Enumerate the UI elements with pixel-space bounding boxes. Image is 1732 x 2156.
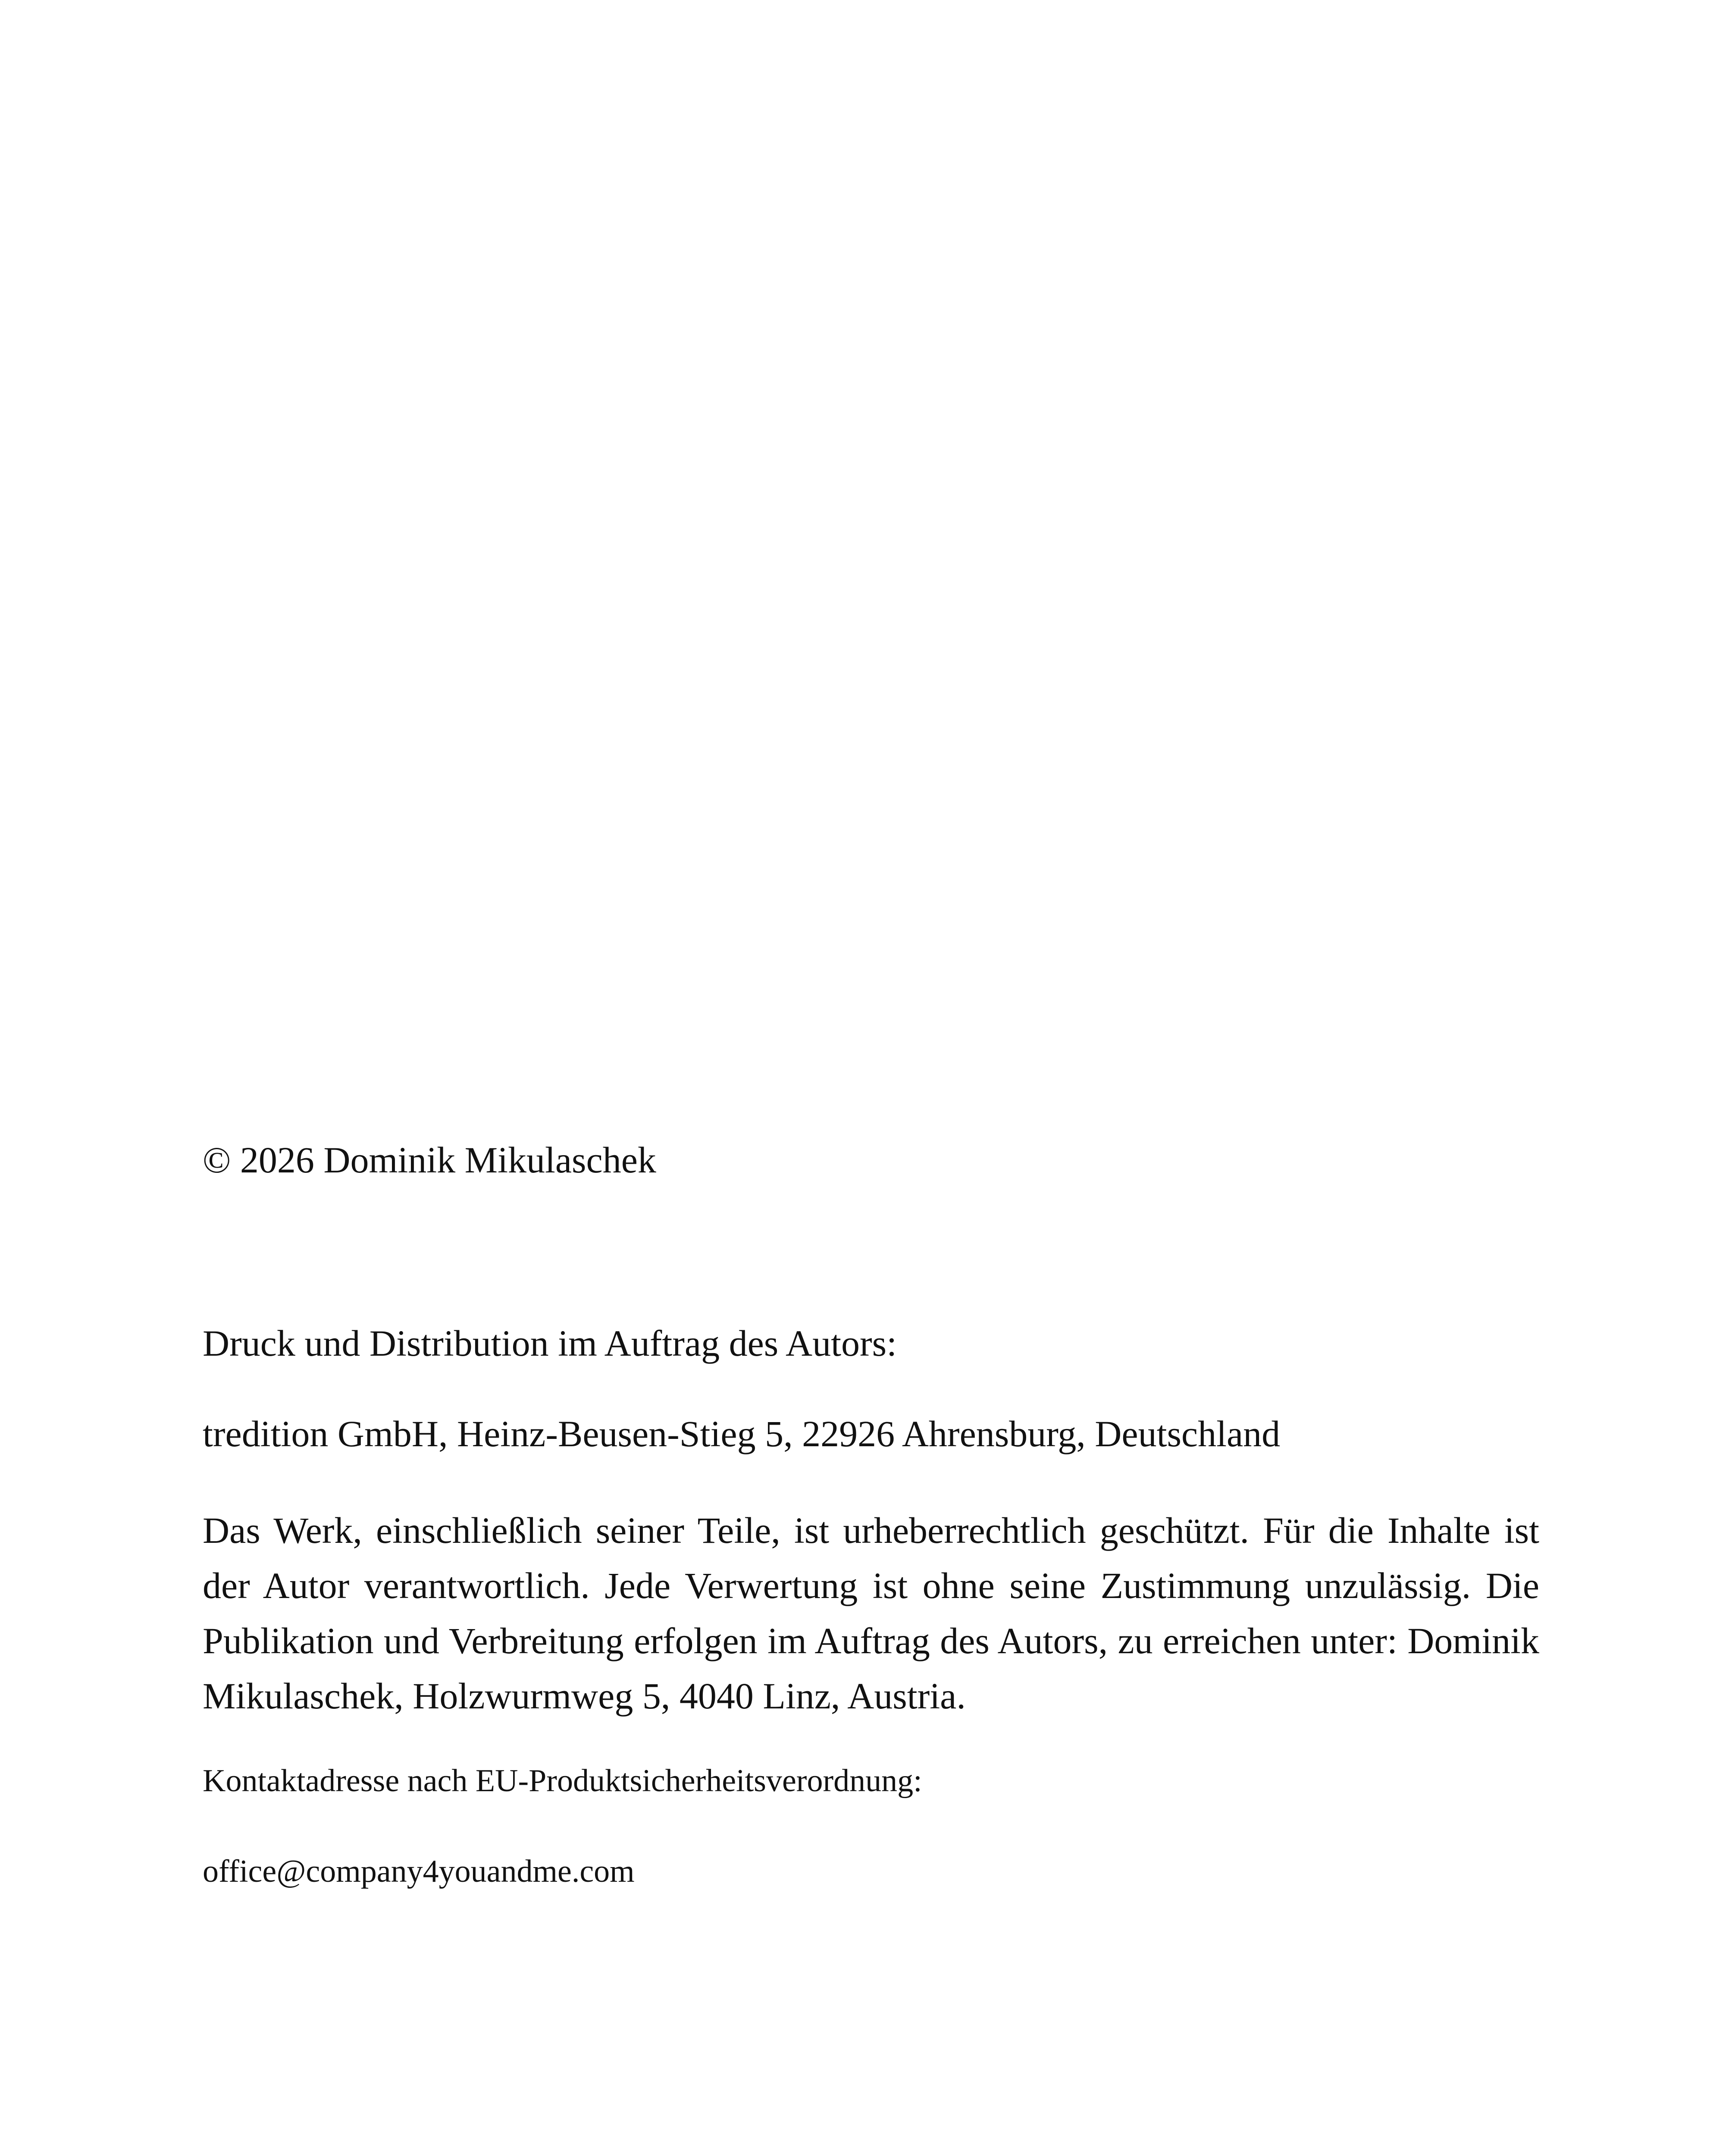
copyright-notice: © 2026 Dominik Mikulaschek xyxy=(203,1139,656,1181)
contact-email: office@company4youandme.com xyxy=(203,1854,635,1889)
contact-address-heading: Kontaktadresse nach EU-Produktsicherheitsverordnung: xyxy=(203,1763,922,1799)
copyright-legal-notice: Das Werk, einschließlich seiner Teile, ist urheberrechtlich geschützt. Für die Inhalte ist der Autor verantwortlich. Jede Verwertung ist ohne seine Zustimmung unzulässig. Die Publikation und Verbreitung erfolgen im Auftrag des Autors, zu erreichen unter: Dominik Mikulaschek, Holzwurmweg 5, 4040 Linz, Austria. xyxy=(203,1510,1539,1717)
print-distribution-heading: Druck und Distribution im Auftrag des Autors: xyxy=(203,1322,897,1364)
publisher-address: tredition GmbH, Heinz-Beusen-Stieg 5, 22926 Ahrensburg, Deutschland xyxy=(203,1413,1281,1454)
